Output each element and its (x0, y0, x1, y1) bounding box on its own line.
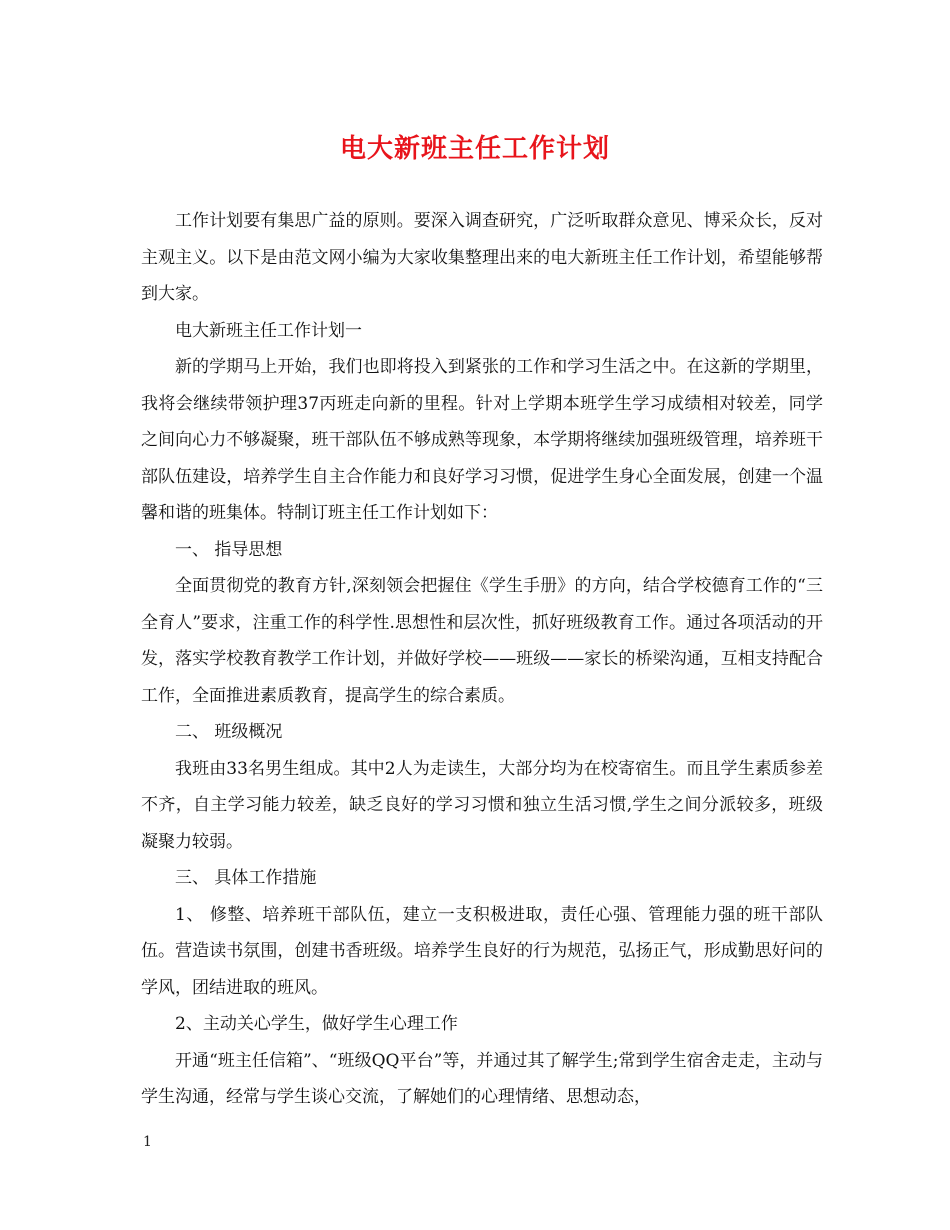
section-heading-guiding-thought: 一、 指导思想 (175, 539, 283, 560)
document-body (141, 203, 823, 1116)
section-heading-class-overview: 二、 班级概况 (175, 722, 283, 742)
paragraph: 开通“班主任信箱”、“班级QQ平台”等，并通过其了解学生;常到学生宿舍走走，主动与学生沟通，经常与学生谈心交流，了解她们的心理情绪、思想动态， (141, 1050, 823, 1107)
section-heading-measures: 三、 具体工作措施 (175, 868, 317, 888)
paragraph: 我班由33名男生组成。其中2人为走读生，大部分均为在校寄宿生。而且学生素质参差不齐，自主学习能力较差，缺乏良好的学习习惯和独立生活习惯,学生之间分派较多，班级凝聚力较弱。 (141, 758, 823, 852)
intro-paragraph: 工作计划要有集思广益的原则。要深入调查研究，广泛听取群众意见、博采众长，反对主观主义。以下是由范文网小编为大家收集整理出来的电大新班主任工作计划，希望能够帮到大家。 (141, 211, 823, 304)
paragraph: 1、 修整、培养班干部队伍，建立一支积极进取，责任心强、管理能力强的班干部队伍。营造读书氛围，创建书香班级。培养学生良好的行为规范，弘扬正气，形成勤思好问的学风，团结进取的班风。 (141, 904, 823, 998)
document-title: 电大新班主任工作计划 (339, 134, 610, 164)
section-heading-plan-one: 电大新班主任工作计划一 (175, 320, 362, 341)
paragraph: 新的学期马上开始，我们也即将投入到紧张的工作和学习生活之中。在这新的学期里，我将会继续带领护理37丙班走向新的里程。针对上学期本班学生学习成绩相对较差，同学之间向心力不够凝聚，班干部队伍不够成熟等现象，本学期将继续加强班级管理，培养班干部队伍建设，培养学生自主合作能力和良好学习习惯，促进学生身心全面发展，创建一个温馨和谐的班集体。特制订班主任工作计划如下： (141, 357, 823, 523)
subsection-heading: 2、主动关心学生，做好学生心理工作 (175, 1014, 458, 1034)
page-number: 1 (143, 1134, 152, 1150)
paragraph: 全面贯彻党的教育方针,深刻领会把握住《学生手册》的方向，结合学校德育工作的“三全育人”要求，注重工作的科学性.思想性和层次性，抓好班级教育工作。通过各项活动的开发，落实学校教育教学工作计划，并做好学校——班级——家长的桥梁沟通，互相支持配合工作，全面推进素质教育，提高学生的综合素质。 (141, 576, 823, 706)
